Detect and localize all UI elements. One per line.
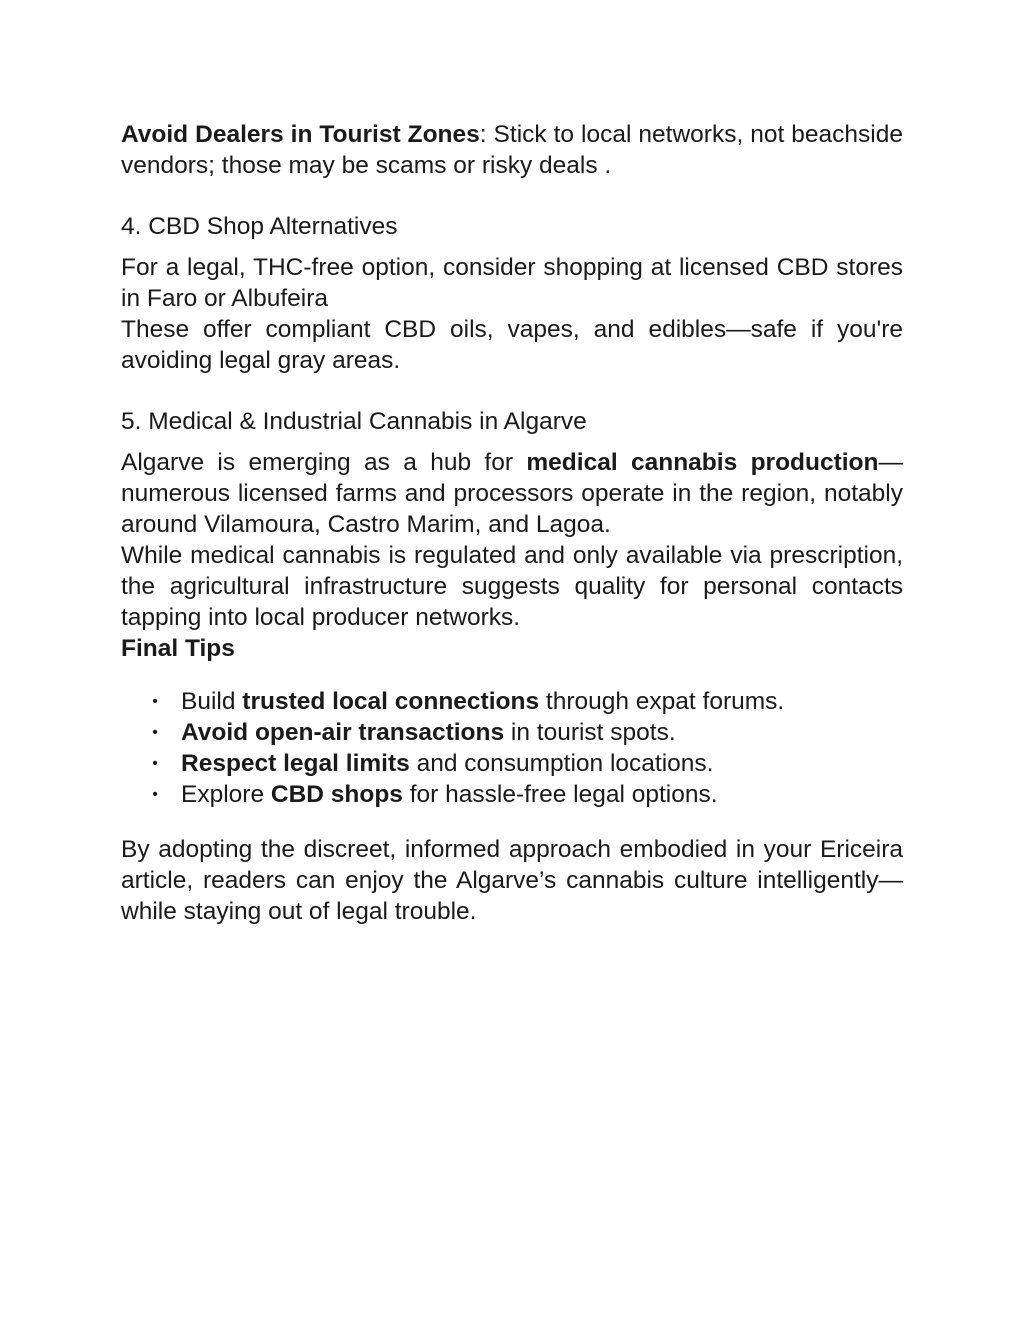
intro-text: : Stick to local networks, not beachside vendors; those may be scams or risky deals . <box>121 121 903 179</box>
list-item <box>152 717 903 748</box>
section-5-paragraph-2: While medical cannabis is regulated and only available via prescription, the agricultural infrastructure suggests quality for personal contacts tapping into local producer networks. <box>121 542 903 631</box>
list-item <box>152 748 903 779</box>
section-5-heading: 5. Medical & Industrial Cannabis in Algarve <box>121 408 587 435</box>
list-item-post: for hassle-free legal options. <box>402 781 718 808</box>
section-4-paragraph-1: For a legal, THC-free option, consider shopping at licensed CBD stores in Faro or Albufeira <box>121 254 903 312</box>
section-5-bold-2: production <box>750 449 879 476</box>
list-item-pre: Explore <box>181 781 271 808</box>
list-item-bold: Respect legal limits <box>181 750 410 777</box>
final-tips-heading <box>121 633 903 664</box>
section-4-heading: 4. CBD Shop Alternatives <box>121 213 398 240</box>
bullet-icon: • <box>152 693 158 710</box>
section-5-paragraph-1 <box>121 447 903 540</box>
list-item-bold: Avoid open-air transactions <box>181 719 505 746</box>
section-5-bold-1: medical cannabis <box>526 449 738 476</box>
bullet-icon: • <box>152 724 158 741</box>
intro-bold: Avoid Dealers in Tourist Zones <box>121 121 480 148</box>
final-tips-list <box>121 686 903 810</box>
section-5-text-2: —numerous licensed farms and processors operate in the region, notably around Vilamoura, Castro Marim, and Lagoa. <box>121 449 903 538</box>
list-item-bold: trusted local connections <box>242 688 540 715</box>
final-tips-heading-text: Final Tips <box>121 635 235 662</box>
conclusion-paragraph: By adopting the discreet, informed approach embodied in your Ericeira article, readers can enjoy the Algarve’s cannabis culture intelligently—while staying out of legal trouble. <box>121 836 903 925</box>
bullet-icon: • <box>152 755 158 772</box>
section-5-text-1: Algarve is emerging as a hub for <box>121 449 514 476</box>
list-item-bold: CBD shops <box>270 781 403 808</box>
document-page <box>121 119 903 927</box>
bullet-icon: • <box>152 786 158 803</box>
list-item <box>152 779 903 810</box>
list-item <box>152 686 903 717</box>
list-item-pre: Build <box>181 688 243 715</box>
list-item-post: through expat forums. <box>539 688 785 715</box>
intro-paragraph <box>121 119 903 181</box>
section-4-paragraph-2: These offer compliant CBD oils, vapes, and edibles—safe if you're avoiding legal gray areas. <box>121 316 903 374</box>
list-item-post: in tourist spots. <box>504 719 676 746</box>
list-item-post: and consumption locations. <box>409 750 714 777</box>
